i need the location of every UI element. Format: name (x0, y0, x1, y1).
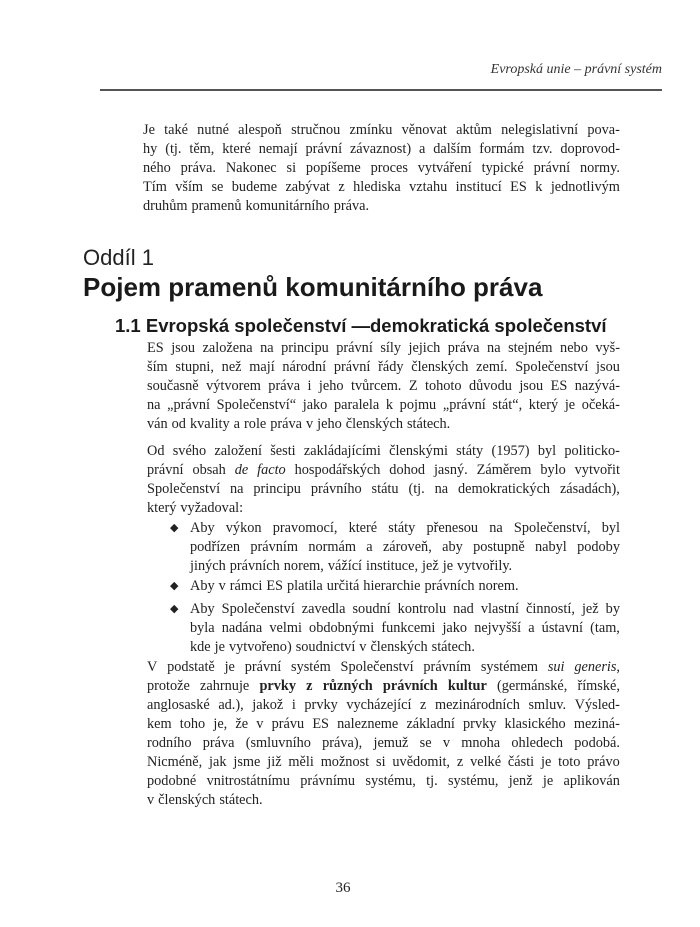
text-line: kem toho je, že v právu ES nalezneme základní prvky klasického meziná- (147, 716, 620, 732)
text-line: druhům pramenů komunitárního práva. (143, 198, 370, 214)
bullet-item (190, 519, 620, 576)
text-line: hy (tj. těm, které nemají právní závaznost) a dalším formám tzv. doprovod- (143, 141, 620, 157)
text-line: podobné vnitrostátnímu právnímu systému, tj. systému, jenž je aplikován (147, 773, 620, 789)
text-line: rodního práva (smluvního práva), jemuž se v mnoha ohledech podobá. (147, 735, 620, 751)
paragraph (147, 339, 620, 434)
text-line: Od svého založení šesti zakládajícími členskými státy (1957) byl politicko- (147, 443, 620, 459)
header-rule (100, 89, 662, 91)
text-line: Aby Společenství zavedla soudní kontrolu nad vlastní činností, jež by (190, 601, 620, 617)
bullet-diamond-icon: ◆ (170, 580, 179, 592)
text-line: ván od kvality a role práva v jeho členských státech. (147, 416, 451, 432)
intro-paragraph (143, 121, 620, 216)
text-line: v členských státech. (147, 792, 263, 808)
running-header: Evropská unie – právní systém (490, 62, 662, 77)
bullet-diamond-icon: ◆ (170, 522, 179, 534)
text-line: ného práva. Nakonec si popíšeme proces vytváření typické právní normy. (143, 160, 620, 176)
text-line: byla nadána velmi obdobnými funkcemi jako nejvyšší a ústavní (tam, (190, 620, 620, 636)
paragraph (147, 442, 620, 518)
text-line: Aby výkon pravomocí, které státy přenesou na Společenství, byl (190, 520, 620, 536)
text-line: protože zahrnuje prvky z různých právních kultur (germánské, římské, (147, 678, 620, 694)
subsection-title: 1.1 Evropská společenství —demokratická společenství (115, 315, 607, 336)
text-line: podřízen právním normám a zároveň, aby postupně nabyl podoby (190, 539, 620, 555)
text-line: právní obsah de facto hospodářských dohod jasný. Záměrem bylo vytvořit (147, 462, 620, 478)
section-label: Oddíl 1 (83, 245, 154, 270)
text-line: Aby v rámci ES platila určitá hierarchie právních norem. (190, 578, 519, 594)
text-line: současně výtvorem práva i jeho tvůrcem. Z tohoto důvodu jsou ES nazývá- (147, 378, 620, 394)
bullet-diamond-icon: ◆ (170, 603, 179, 615)
text-line: na „právní Společenství“ jako paralela k pojmu „právní stát“, který je očeká- (147, 397, 620, 413)
text-line: jiných právních norem, vážící instituce, jež je vytvořily. (190, 558, 513, 574)
text-line: ším stupni, než mají národní právní řády členských zemí. Společenství jsou (147, 359, 620, 375)
bullet-item (190, 577, 620, 596)
text-line: ES jsou založena na principu právní síly jejich práva na stejném nebo vyš- (147, 340, 620, 356)
text-line: kde je vytvořeno) soudnictví v členských státech. (190, 639, 475, 655)
paragraph (147, 658, 620, 810)
text-line: Je také nutné alespoň stručnou zmínku věnovat aktům nelegislativní pova- (143, 122, 620, 138)
text-line: Tím vším se budeme zabývat z hlediska vztahu institucí ES k jednotlivým (143, 179, 620, 195)
bullet-item (190, 600, 620, 657)
text-line: V podstatě je právní systém Společenství právním systémem sui generis, (147, 659, 620, 675)
section-title: Pojem pramenů komunitárního práva (83, 272, 543, 302)
page-number: 36 (335, 880, 351, 896)
text-line: který vyžadoval: (147, 500, 244, 516)
text-line: Společenství na principu právního státu (tj. na demokratických zásadách), (147, 481, 620, 497)
text-line: anglosaské ad.), jakož i prvky vycházející z mezinárodních smluv. Výsled- (147, 697, 620, 713)
text-line: Nicméně, jak jsme již měli možnost si uvědomit, z velké části je toto právo (147, 754, 620, 770)
